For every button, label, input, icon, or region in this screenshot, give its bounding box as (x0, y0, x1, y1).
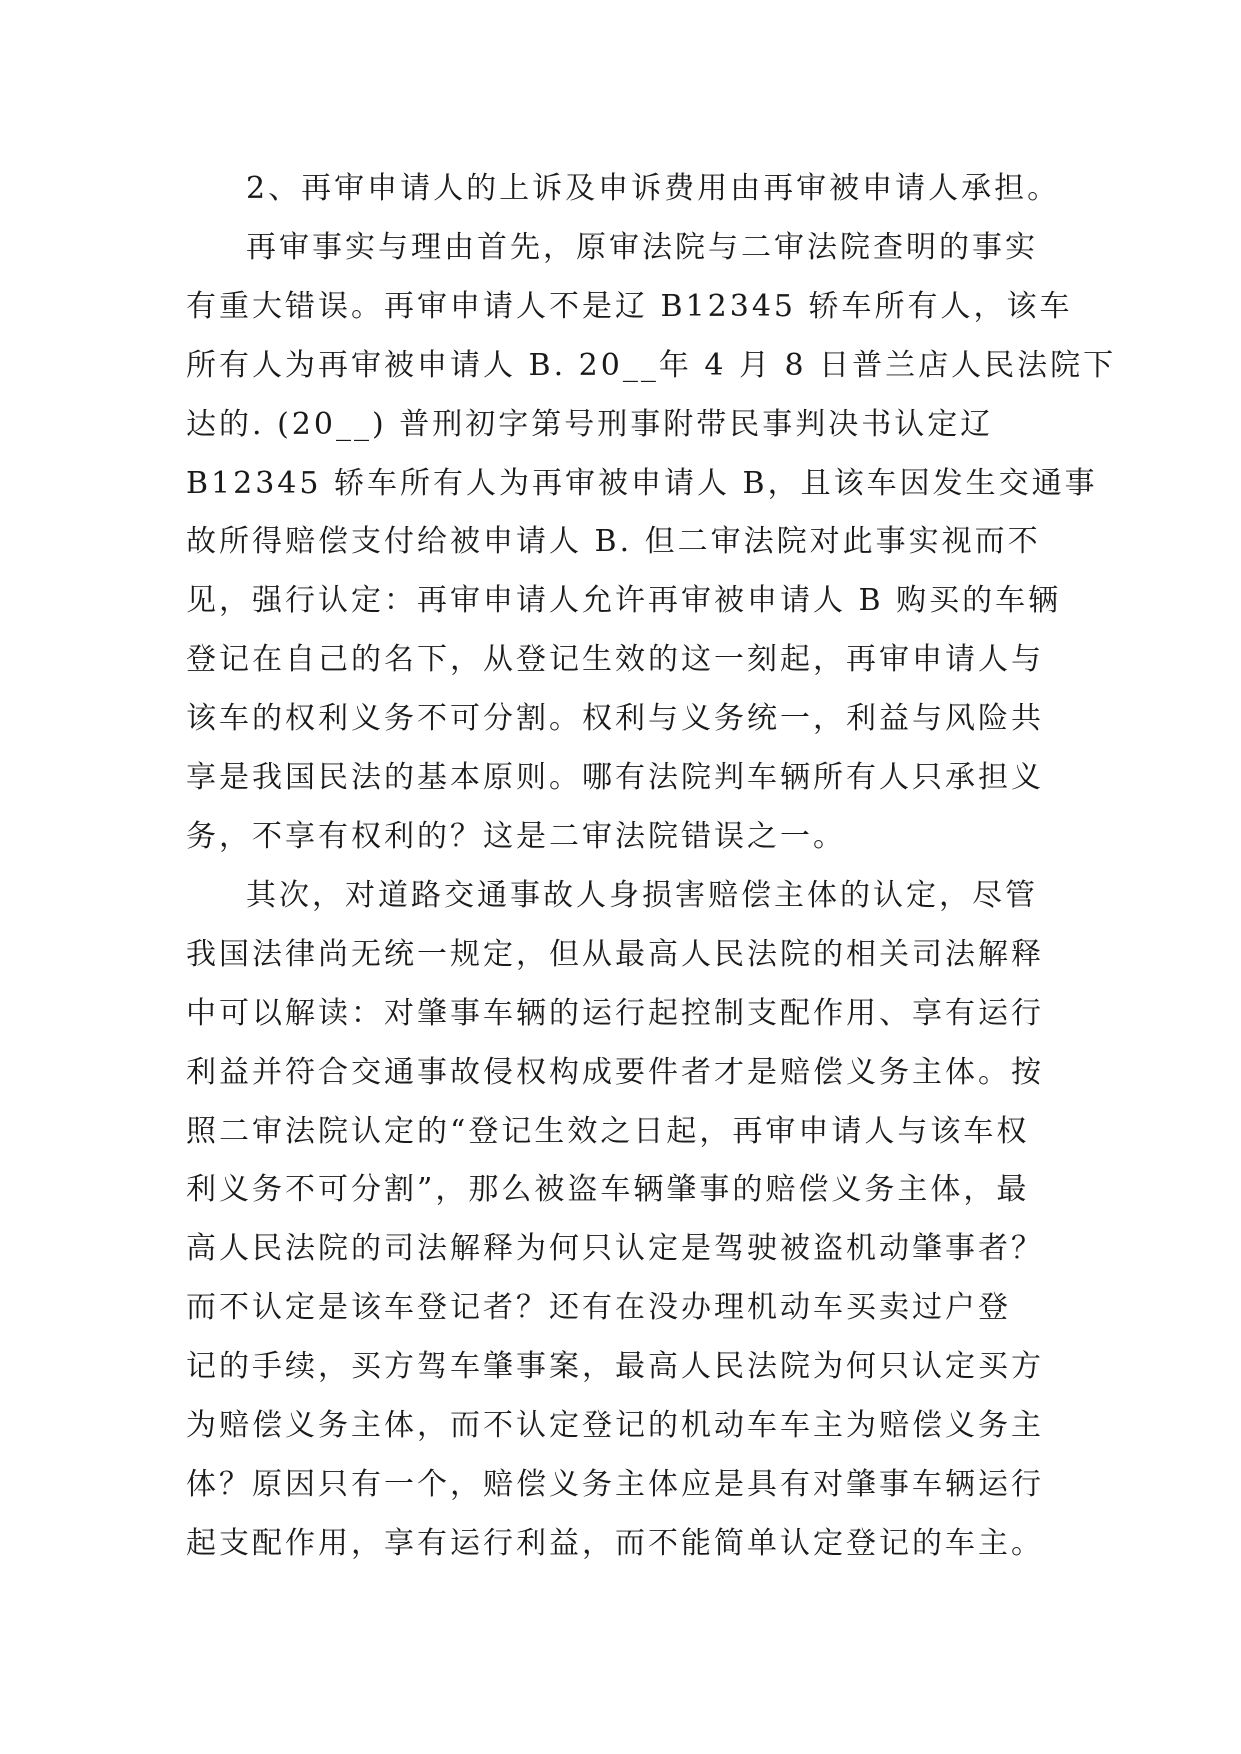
text-line: 照二审法院认定的“登记生效之日起，再审申请人与该车权 (186, 1113, 1030, 1149)
text-line: 我国法律尚无统一规定，但从最高人民法院的相关司法解释 (186, 936, 1044, 972)
text-line: 其次，对道路交通事故人身损害赔偿主体的认定，尽管 (246, 877, 1038, 913)
text-line: 为赔偿义务主体，而不认定登记的机动车车主为赔偿义务主 (186, 1408, 1044, 1444)
paragraph-2 (186, 219, 1117, 867)
text-line: 中可以解读：对肇事车辆的运行起控制支配作用、享有运行 (186, 995, 1044, 1031)
text-line: 达的. (20__) 普刑初字第号刑事附带民事判决书认定辽 (186, 406, 994, 442)
text-line: 2、再审申请人的上诉及申诉费用由再审被申请人承担。 (246, 171, 1061, 206)
paragraph-1 (186, 160, 1076, 219)
text-line: 享是我国民法的基本原则。哪有法院判车辆所有人只承担义 (186, 760, 1044, 796)
text-line: 体？原因只有一个，赔偿义务主体应是具有对肇事车辆运行 (186, 1466, 1044, 1502)
text-line: 登记在自己的名下，从登记生效的这一刻起，再审申请人与 (186, 642, 1044, 678)
text-line: 而不认定是该车登记者？还有在没办理机动车买卖过户登 (186, 1290, 1011, 1326)
text-line: B12345 轿车所有人为再审被申请人 B，且该车因发生交通事 (186, 465, 1098, 501)
text-line: 利义务不可分割”，那么被盗车辆肇事的赔偿义务主体，最 (186, 1172, 1030, 1208)
text-line: 高人民法院的司法解释为何只认定是驾驶被盗机动肇事者？ (186, 1231, 1044, 1267)
text-line: 故所得赔偿支付给被申请人 B. 但二审法院对此事实视而不 (186, 524, 1041, 560)
text-line: 再审事实与理由首先，原审法院与二审法院查明的事实 (246, 229, 1038, 265)
text-line: 见，强行认定：再审申请人允许再审被申请人 B 购买的车辆 (186, 583, 1062, 619)
text-line: 该车的权利义务不可分割。权利与义务统一，利益与风险共 (186, 701, 1044, 737)
text-line: 务，不享有权利的？这是二审法院错误之一。 (186, 818, 846, 854)
document-body (186, 160, 1117, 1574)
text-line: 有重大错误。再审申请人不是辽 B12345 轿车所有人，该车 (186, 288, 1073, 324)
text-line: 记的手续，买方驾车肇事案，最高人民法院为何只认定买方 (186, 1349, 1044, 1385)
text-line: 所有人为再审被申请人 B. 20__年 4 月 8 日普兰店人民法院下 (186, 347, 1117, 383)
text-line: 利益并符合交通事故侵权构成要件者才是赔偿义务主体。按 (186, 1054, 1044, 1090)
paragraph-3 (186, 867, 1076, 1574)
text-line: 起支配作用，享有运行利益，而不能简单认定登记的车主。 (186, 1525, 1044, 1561)
